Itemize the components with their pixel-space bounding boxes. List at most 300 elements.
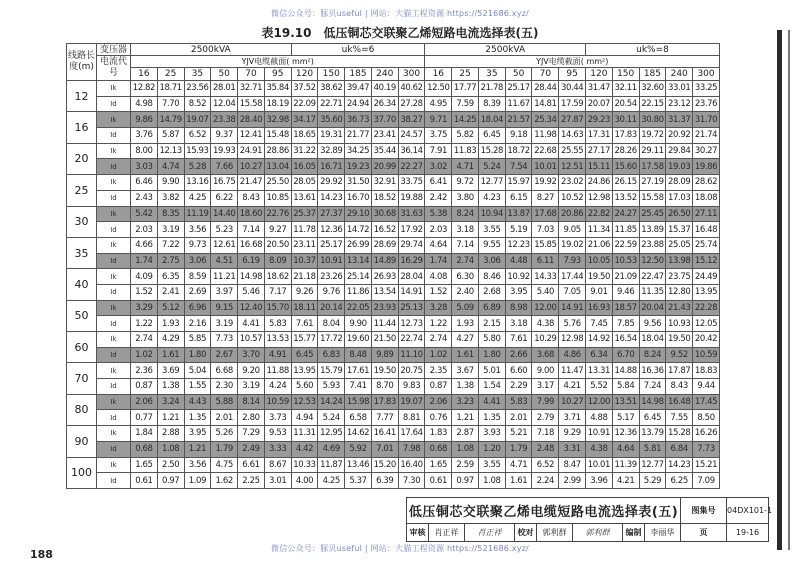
value-cell: 11.83 [452, 143, 479, 159]
value-cell: 17.83 [612, 128, 639, 144]
table-row [67, 441, 720, 457]
value-cell: 26.34 [371, 96, 398, 112]
value-cell: 27.87 [559, 112, 586, 128]
value-cell: 7.30 [398, 473, 425, 489]
value-cell: 4.00 [291, 473, 318, 489]
value-cell: 23.76 [693, 96, 720, 112]
value-cell: 14.33 [532, 269, 559, 285]
value-cell: 13.98 [666, 253, 693, 269]
value-cell: 5.24 [478, 159, 505, 175]
value-cell: 15.37 [666, 222, 693, 238]
value-cell: 12.41 [238, 128, 265, 144]
symbol-ik: Ik [97, 81, 131, 97]
section-header: 185 [639, 68, 666, 81]
table-row [67, 473, 720, 489]
value-cell: 1.61 [452, 347, 479, 363]
review-label: 审核 [407, 524, 429, 542]
value-cell: 21.77 [345, 128, 372, 144]
value-cell: 22.27 [398, 159, 425, 175]
section-header: 95 [559, 68, 586, 81]
value-cell: 25.74 [693, 237, 720, 253]
value-cell: 8.43 [666, 379, 693, 395]
value-cell: 19.50 [666, 332, 693, 348]
value-cell: 6.61 [238, 457, 265, 473]
value-cell: 21.78 [478, 81, 505, 97]
section-header: 150 [612, 68, 639, 81]
value-cell: 12.95 [318, 426, 345, 442]
value-cell: 9.26 [291, 284, 318, 300]
value-cell: 8.14 [238, 394, 265, 410]
value-cell: 30.11 [612, 112, 639, 128]
value-cell: 25.50 [264, 175, 291, 191]
value-cell: 27.11 [693, 206, 720, 222]
value-cell: 10.59 [264, 394, 291, 410]
line-length-cell: 60 [67, 332, 97, 363]
value-cell: 3.73 [264, 410, 291, 426]
value-cell: 10.91 [318, 253, 345, 269]
value-cell: 4.66 [131, 237, 158, 253]
value-cell: 19.31 [318, 128, 345, 144]
right-capacity: 2500kVA [425, 44, 586, 56]
value-cell: 12.05 [693, 316, 720, 332]
value-cell: 11.78 [291, 222, 318, 238]
value-cell: 16.05 [291, 159, 318, 175]
value-cell: 13.89 [639, 222, 666, 238]
draft-name: 李丽华 [645, 524, 681, 542]
value-cell: 8.59 [184, 269, 211, 285]
value-cell: 22.76 [264, 206, 291, 222]
value-cell: 7.24 [639, 379, 666, 395]
value-cell: 15.60 [612, 159, 639, 175]
value-cell: 4.98 [131, 96, 158, 112]
value-cell: 25.17 [318, 237, 345, 253]
value-cell: 4.42 [291, 441, 318, 457]
value-cell: 19.03 [666, 159, 693, 175]
value-cell: 10.29 [532, 332, 559, 348]
value-cell: 7.55 [666, 410, 693, 426]
value-cell: 22.05 [345, 300, 372, 316]
value-cell: 9.27 [264, 222, 291, 238]
value-cell: 5.60 [291, 379, 318, 395]
symbol-id: Id [97, 128, 131, 144]
value-cell: 24.49 [693, 269, 720, 285]
value-cell: 1.02 [131, 347, 158, 363]
value-cell: 2.41 [157, 284, 184, 300]
line-length-cell: 80 [67, 394, 97, 425]
value-cell: 2.67 [211, 347, 238, 363]
value-cell: 28.69 [371, 237, 398, 253]
value-cell: 1.84 [131, 426, 158, 442]
value-cell: 7.14 [238, 222, 265, 238]
table-row [67, 253, 720, 269]
value-cell: 2.06 [131, 394, 158, 410]
value-cell: 5.46 [238, 284, 265, 300]
value-cell: 7.77 [371, 410, 398, 426]
value-cell: 9.83 [398, 379, 425, 395]
value-cell: 6.52 [532, 457, 559, 473]
value-cell: 1.65 [425, 457, 452, 473]
value-cell: 15.48 [264, 128, 291, 144]
symbol-ik: Ik [97, 112, 131, 128]
value-cell: 4.24 [264, 379, 291, 395]
value-cell: 3.55 [478, 457, 505, 473]
value-cell: 28.09 [666, 175, 693, 191]
value-cell: 1.38 [157, 379, 184, 395]
value-cell: 9.37 [211, 128, 238, 144]
value-cell: 2.74 [131, 332, 158, 348]
value-cell: 6.35 [157, 269, 184, 285]
symbol-id: Id [97, 410, 131, 426]
value-cell: 5.76 [559, 316, 586, 332]
value-cell: 14.91 [398, 284, 425, 300]
table-row [67, 426, 720, 442]
value-cell: 1.93 [157, 316, 184, 332]
symbol-ik: Ik [97, 426, 131, 442]
value-cell: 7.17 [264, 284, 291, 300]
section-header: 35 [184, 68, 211, 81]
value-cell: 28.44 [532, 81, 559, 97]
table-row [67, 175, 720, 191]
value-cell: 11.47 [559, 363, 586, 379]
value-cell: 7.98 [398, 441, 425, 457]
value-cell: 10.33 [291, 457, 318, 473]
value-cell: 26.99 [345, 237, 372, 253]
symbol-id: Id [97, 284, 131, 300]
value-cell: 18.04 [478, 112, 505, 128]
value-cell: 4.74 [157, 159, 184, 175]
value-cell: 18.62 [264, 269, 291, 285]
line-length-cell: 20 [67, 143, 97, 174]
value-cell: 40.62 [398, 81, 425, 97]
value-cell: 3.95 [184, 426, 211, 442]
value-cell: 5.81 [639, 441, 666, 457]
value-cell: 3.19 [157, 222, 184, 238]
value-cell: 33.01 [666, 81, 693, 97]
value-cell: 2.29 [505, 379, 532, 395]
value-cell: 12.53 [291, 394, 318, 410]
value-cell: 17.31 [586, 128, 613, 144]
value-cell: 1.74 [425, 253, 452, 269]
value-cell: 12.04 [211, 96, 238, 112]
value-cell: 22.09 [291, 96, 318, 112]
value-cell: 28.01 [211, 81, 238, 97]
value-cell: 22.82 [586, 206, 613, 222]
value-cell: 5.21 [505, 426, 532, 442]
symbol-id: Id [97, 190, 131, 206]
value-cell: 8.67 [264, 457, 291, 473]
value-cell: 7.91 [425, 143, 452, 159]
value-cell: 6.15 [505, 190, 532, 206]
value-cell: 19.72 [639, 128, 666, 144]
table-row [67, 394, 720, 410]
value-cell: 3.93 [478, 426, 505, 442]
value-cell: 39.47 [345, 81, 372, 97]
value-cell: 19.50 [586, 269, 613, 285]
line-length-cell: 30 [67, 206, 97, 237]
value-cell: 2.66 [505, 347, 532, 363]
section-header: 150 [318, 68, 345, 81]
value-cell: 3.69 [157, 363, 184, 379]
value-cell: 10.92 [505, 269, 532, 285]
value-cell: 23.38 [211, 112, 238, 128]
value-cell: 12.00 [586, 394, 613, 410]
value-cell: 28.26 [612, 143, 639, 159]
value-cell: 9.01 [586, 284, 613, 300]
value-cell: 9.44 [693, 379, 720, 395]
value-cell: 3.17 [532, 379, 559, 395]
value-cell: 30.27 [693, 143, 720, 159]
value-cell: 4.25 [318, 473, 345, 489]
value-cell: 5.87 [157, 128, 184, 144]
value-cell: 17.58 [639, 159, 666, 175]
value-cell: 6.60 [505, 363, 532, 379]
value-cell: 3.18 [505, 316, 532, 332]
header-transformer: 变压器 [97, 44, 131, 56]
short-circuit-table [66, 43, 720, 489]
symbol-id: Id [97, 473, 131, 489]
value-cell: 3.01 [264, 473, 291, 489]
value-cell: 6.39 [371, 473, 398, 489]
value-cell: 24.27 [612, 206, 639, 222]
value-cell: 11.31 [291, 426, 318, 442]
value-cell: 14.91 [559, 300, 586, 316]
value-cell: 21.50 [371, 332, 398, 348]
value-cell: 3.96 [586, 473, 613, 489]
value-cell: 8.24 [452, 206, 479, 222]
value-cell: 17.61 [345, 363, 372, 379]
value-cell: 0.97 [157, 473, 184, 489]
right-uk: uk%=8 [586, 44, 720, 56]
value-cell: 4.09 [131, 269, 158, 285]
section-header: 120 [291, 68, 318, 81]
value-cell: 37.52 [291, 81, 318, 97]
value-cell: 16.48 [666, 394, 693, 410]
value-cell: 16.48 [693, 222, 720, 238]
symbol-id: Id [97, 441, 131, 457]
value-cell: 1.38 [452, 379, 479, 395]
value-cell: 6.34 [586, 347, 613, 363]
value-cell: 19.92 [532, 175, 559, 191]
page-number: 188 [30, 548, 53, 561]
value-cell: 1.55 [184, 379, 211, 395]
value-cell: 4.41 [478, 394, 505, 410]
value-cell: 5.12 [157, 300, 184, 316]
line-length-cell: 16 [67, 112, 97, 143]
value-cell: 33.25 [693, 81, 720, 97]
value-cell: 1.79 [211, 441, 238, 457]
value-cell: 6.41 [425, 175, 452, 191]
symbol-ik: Ik [97, 206, 131, 222]
value-cell: 9.15 [211, 300, 238, 316]
value-cell: 12.00 [532, 300, 559, 316]
value-cell: 11.39 [612, 457, 639, 473]
value-cell: 30.80 [639, 112, 666, 128]
value-cell: 12.40 [238, 300, 265, 316]
value-cell: 1.80 [478, 347, 505, 363]
value-cell: 3.18 [452, 222, 479, 238]
value-cell: 38.62 [318, 81, 345, 97]
value-cell: 20.86 [559, 206, 586, 222]
value-cell: 9.05 [559, 222, 586, 238]
value-cell: 3.03 [131, 159, 158, 175]
value-cell: 16.26 [693, 426, 720, 442]
value-cell: 4.43 [184, 394, 211, 410]
value-cell: 6.30 [452, 269, 479, 285]
value-cell: 7.93 [559, 253, 586, 269]
value-cell: 1.62 [211, 473, 238, 489]
value-cell: 4.95 [425, 96, 452, 112]
value-cell: 13.61 [291, 190, 318, 206]
value-cell: 9.90 [345, 316, 372, 332]
value-cell: 4.71 [505, 457, 532, 473]
section-header: 240 [371, 68, 398, 81]
value-cell: 14.81 [532, 96, 559, 112]
value-cell: 11.35 [639, 284, 666, 300]
value-cell: 5.28 [184, 159, 211, 175]
value-cell: 5.04 [184, 363, 211, 379]
value-cell: 4.23 [478, 190, 505, 206]
value-cell: 33.75 [398, 175, 425, 191]
value-cell: 19.02 [559, 237, 586, 253]
symbol-ik: Ik [97, 394, 131, 410]
value-cell: 9.20 [238, 363, 265, 379]
symbol-ik: Ik [97, 237, 131, 253]
value-cell: 6.58 [345, 410, 372, 426]
value-cell: 2.03 [131, 222, 158, 238]
value-cell: 17.83 [371, 394, 398, 410]
value-cell: 8.09 [264, 253, 291, 269]
value-cell: 2.80 [238, 410, 265, 426]
value-cell: 30.68 [371, 206, 398, 222]
value-cell: 7.45 [586, 316, 613, 332]
section-header: 70 [532, 68, 559, 81]
section-header: 240 [666, 68, 693, 81]
value-cell: 29.84 [666, 143, 693, 159]
value-cell: 4.64 [612, 441, 639, 457]
value-cell: 28.40 [238, 112, 265, 128]
value-cell: 3.23 [452, 394, 479, 410]
value-cell: 6.52 [184, 128, 211, 144]
value-cell: 12.36 [612, 426, 639, 442]
value-cell: 13.95 [693, 284, 720, 300]
value-cell: 20.99 [371, 159, 398, 175]
value-cell: 10.59 [693, 347, 720, 363]
value-cell: 25.34 [532, 112, 559, 128]
value-cell: 32.98 [264, 112, 291, 128]
value-cell: 3.31 [559, 441, 586, 457]
value-cell: 2.79 [532, 410, 559, 426]
value-cell: 22.68 [532, 143, 559, 159]
value-cell: 18.04 [639, 332, 666, 348]
value-cell: 8.04 [318, 316, 345, 332]
value-cell: 19.50 [371, 363, 398, 379]
value-cell: 22.59 [612, 237, 639, 253]
value-cell: 13.54 [371, 284, 398, 300]
binding-bar-line [788, 30, 790, 550]
value-cell: 21.18 [291, 269, 318, 285]
value-cell: 15.97 [505, 175, 532, 191]
value-cell: 4.38 [586, 441, 613, 457]
value-cell: 4.38 [532, 316, 559, 332]
value-cell: 12.73 [398, 316, 425, 332]
value-cell: 4.25 [184, 190, 211, 206]
section-header: 95 [264, 68, 291, 81]
value-cell: 7.54 [505, 159, 532, 175]
value-cell: 22.71 [318, 96, 345, 112]
value-cell: 8.24 [639, 347, 666, 363]
value-cell: 5.84 [612, 379, 639, 395]
value-cell: 18.08 [693, 190, 720, 206]
value-cell: 21.43 [666, 300, 693, 316]
value-cell: 11.87 [318, 457, 345, 473]
value-cell: 7.22 [157, 237, 184, 253]
value-cell: 10.91 [586, 426, 613, 442]
value-cell: 17.87 [666, 363, 693, 379]
section-header: 300 [693, 68, 720, 81]
value-cell: 13.46 [345, 457, 372, 473]
value-cell: 1.08 [478, 473, 505, 489]
value-cell: 25.05 [666, 237, 693, 253]
line-length-cell: 100 [67, 457, 97, 489]
value-cell: 20.07 [586, 96, 613, 112]
value-cell: 7.01 [371, 441, 398, 457]
section-header: 25 [452, 68, 479, 81]
value-cell: 2.01 [211, 410, 238, 426]
table-row [67, 269, 720, 285]
value-cell: 7.70 [157, 96, 184, 112]
value-cell: 12.61 [211, 237, 238, 253]
binding-bar [777, 30, 782, 550]
value-cell: 18.57 [612, 300, 639, 316]
value-cell: 13.53 [264, 332, 291, 348]
value-cell: 4.94 [291, 410, 318, 426]
value-cell: 14.89 [371, 253, 398, 269]
value-cell: 16.68 [238, 237, 265, 253]
value-cell: 20.50 [264, 237, 291, 253]
value-cell: 1.21 [452, 410, 479, 426]
value-cell: 25.14 [345, 269, 372, 285]
value-cell: 0.87 [425, 379, 452, 395]
value-cell: 14.62 [345, 426, 372, 442]
value-cell: 7.85 [612, 316, 639, 332]
value-cell: 4.69 [318, 441, 345, 457]
value-cell: 8.00 [131, 143, 158, 159]
value-cell: 2.15 [478, 316, 505, 332]
value-cell: 1.21 [184, 441, 211, 457]
value-cell: 3.75 [425, 128, 452, 144]
value-cell: 21.47 [238, 175, 265, 191]
value-cell: 5.17 [612, 410, 639, 426]
section-header: 120 [586, 68, 613, 81]
table-row [67, 410, 720, 426]
value-cell: 36.14 [398, 143, 425, 159]
value-cell: 4.75 [211, 457, 238, 473]
value-cell: 13.04 [264, 159, 291, 175]
value-cell: 17.03 [666, 190, 693, 206]
value-cell: 6.19 [238, 253, 265, 269]
value-cell: 14.23 [318, 190, 345, 206]
value-cell: 23.56 [184, 81, 211, 97]
value-cell: 7.03 [532, 222, 559, 238]
value-cell: 13.87 [505, 206, 532, 222]
table-row [67, 128, 720, 144]
table-row [67, 457, 720, 473]
value-cell: 17.72 [318, 332, 345, 348]
value-cell: 5.26 [211, 426, 238, 442]
value-cell: 21.06 [586, 237, 613, 253]
value-cell: 5.80 [478, 332, 505, 348]
table-row [67, 81, 720, 97]
